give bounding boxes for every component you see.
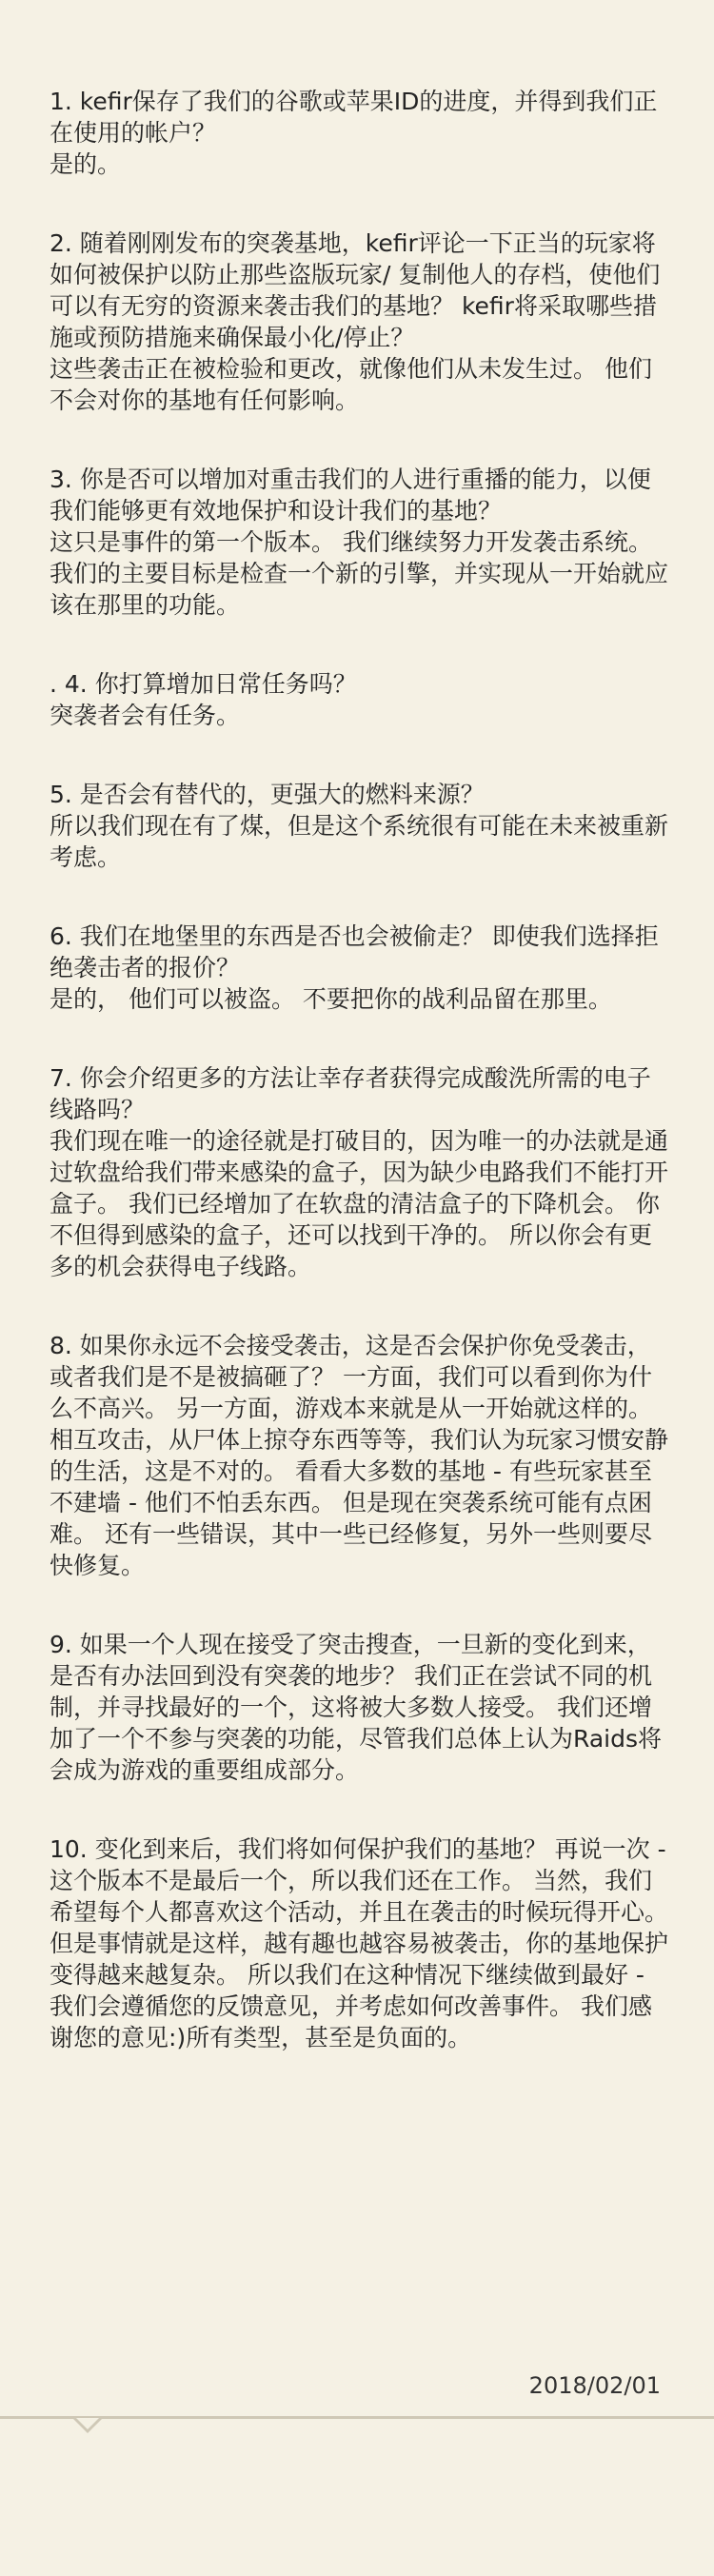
faq-item-8 xyxy=(50,1330,668,1581)
faq-question: 3. 你是否可以增加对重击我们的人进行重播的能力，以便我们能够更有效地保护和设计我们的基地？ xyxy=(50,466,651,525)
faq-question: 6. 我们在地堡里的东西是否也会被偷走？ 即使我们选择拒绝袭击者的报价？ xyxy=(50,922,659,981)
faq-question: 7. 你会介绍更多的方法让幸存者获得完成酸洗所需的电子线路吗？ xyxy=(50,1064,651,1123)
faq-answer: 再说一次 - 这个版本不是最后一个，所以我们还在工作。 当然，我们希望每个人都喜欢这个活动，并且在袭击的时候玩得开心。 但是事情就是这样，越有趣也越容易被袭击，你的基地保护变得越来越复杂。 所以我们在这种情况下继续做到最好 - 我们会遵循您的反馈意见，并考虑如何改善事件。 我们感谢您的意见:)所有类型，甚至是负面的。 xyxy=(50,1835,669,2051)
faq-item-5 xyxy=(50,779,668,873)
faq-answer: 突袭者会有任务。 xyxy=(50,702,241,729)
faq-answer: 我们正在尝试不同的机制，并寻找最好的一个，这将被大多数人接受。 我们还增加了一个不参与突袭的功能，尽管我们总体上认为Raids将会成为游戏的重要组成部分。 xyxy=(50,1662,662,1784)
faq-question: 1. kefir保存了我们的谷歌或苹果ID的进度，并得到我们正在使用的帐户？ xyxy=(50,88,658,147)
faq-item-10 xyxy=(50,1833,668,2053)
faq-question: 2. 随着刚刚发布的突袭基地，kefir评论一下正当的玩家将如何被保护以防止那些盗版玩家/ 复制他人的存档，使他们可以有无穷的资源来袭击我们的基地？ kefir将采取哪些措施或预防措施来确保最小化/停止？ xyxy=(50,229,661,351)
faq-question: 5. 是否会有替代的，更强大的燃料来源？ xyxy=(50,781,485,808)
faq-question: . 4. 你打算增加日常任务吗？ xyxy=(50,670,357,698)
post-date: 2018/02/01 xyxy=(528,2372,661,2399)
faq-question-inline xyxy=(50,1833,668,2053)
footer-notch-inner xyxy=(76,2418,99,2429)
faq-question: 9. 如果一个人现在接受了突击搜查，一旦新的变化到来，是否有办法回到没有突袭的地步？ xyxy=(50,1631,651,1690)
faq-answer: 我们现在唯一的途径就是打破目的，因为唯一的办法就是通过软盘给我们带来感染的盒子，因为缺少电路我们不能打开盒子。 我们已经增加了在软盘的清洁盒子的下降机会。 你不但得到感染的盒子，还可以找到干净的。 所以你会有更多的机会获得电子线路。 xyxy=(50,1127,669,1280)
faq-item-3 xyxy=(50,464,668,621)
faq-answer: 是的。 xyxy=(50,150,122,178)
faq-item-6 xyxy=(50,921,668,1015)
faq-list xyxy=(50,86,668,2101)
faq-question-inline xyxy=(50,1330,668,1581)
faq-item-2 xyxy=(50,228,668,416)
footer-divider xyxy=(0,2416,714,2419)
faq-answer: 这些袭击正在被检验和更改，就像他们从未发生过。 他们不会对你的基地有任何影响。 xyxy=(50,355,652,414)
faq-answer: 是的， 他们可以被盗。 不要把你的战利品留在那里。 xyxy=(50,985,612,1013)
faq-item-9 xyxy=(50,1629,668,1786)
faq-item-4 xyxy=(50,668,668,731)
faq-item-1 xyxy=(50,86,668,180)
faq-answer: 这只是事件的第一个版本。 我们继续努力开发袭击系统。 我们的主要目标是检查一个新的引擎，并实现从一开始就应该在那里的功能。 xyxy=(50,528,669,619)
faq-question-inline xyxy=(50,1629,668,1786)
faq-question: 8. 如果你永远不会接受袭击，这是否会保护你免受袭击，或者我们是不是被搞砸了？ xyxy=(50,1332,651,1391)
faq-answer: 所以我们现在有了煤，但是这个系统很有可能在未来被重新考虑。 xyxy=(50,812,669,871)
faq-answer: 一方面，我们可以看到你为什么不高兴。 另一方面，游戏本来就是从一开始就这样的。 相互攻击，从尸体上掠夺东西等等，我们认为玩家习惯安静的生活，这是不对的。 看看大多数的基地 - 有些玩家甚至不建墙 - 他们不怕丢东西。 但是现在突袭系统可能有点困难。 还有一些错误，其中一些已经修复，另外一些则要尽快修复。 xyxy=(50,1363,669,1579)
faq-item-7 xyxy=(50,1062,668,1282)
faq-question: 10. 变化到来后，我们将如何保护我们的基地？ xyxy=(50,1835,547,1863)
